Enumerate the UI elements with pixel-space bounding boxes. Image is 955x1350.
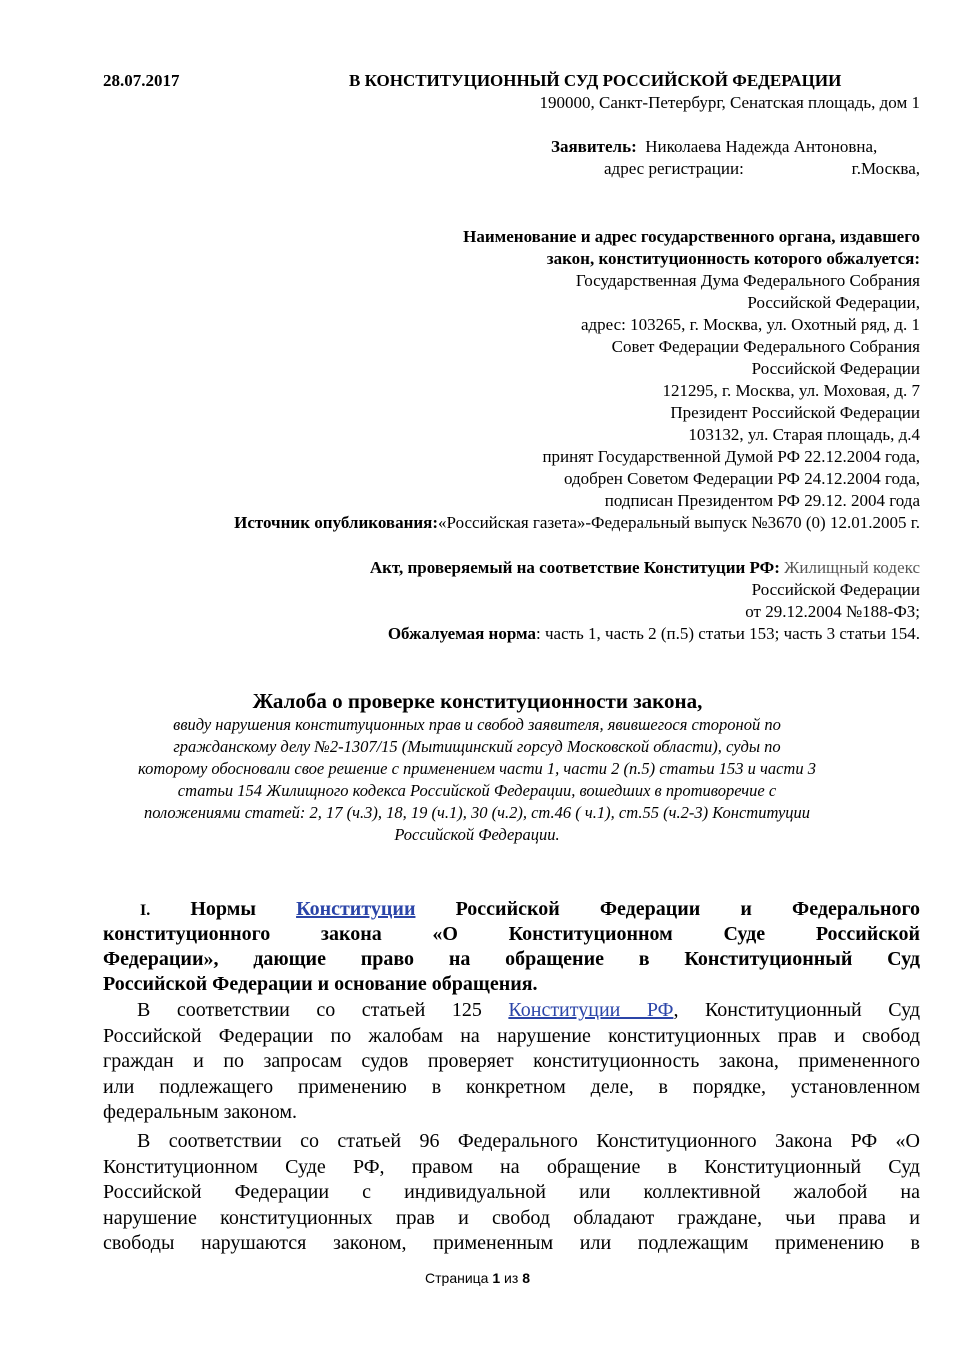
section-heading-rest: Российской Федерации и Федерального [455,898,921,920]
paragraph-line: граждан и по запросам судов проверяет конституционность закона, примененного [103,1050,920,1072]
applicant-reg-label: адрес регистрации: [604,159,744,178]
of-word: из [504,1270,519,1286]
applicant-line [551,136,877,158]
complaint-subtitle-line: статьи 154 Жилищного кодекса Российской Федерации, вошедших в противоречие с [177,781,777,800]
authority-line: 121295, г. Москва, ул. Моховая, д. 7 [662,381,920,400]
source-label: Источник опубликования: [234,513,439,532]
complaint-subtitle-line: гражданскому делу №2-1307/15 (Мытищинский горсуд Московской области), суды по [173,737,781,756]
norm-label: Обжалуемая норма [387,624,537,643]
constitution-link[interactable]: Конституции [296,898,416,920]
authority-line: адрес: 103265, г. Москва, ул. Охотный ряд, д. 1 [580,315,920,334]
constitution-rf-link[interactable]: Конституции РФ [508,999,674,1021]
authority-line: принят Государственной Думой РФ 22.12.2004 года, [542,447,920,466]
complaint-subtitle-line: положениями статей: 2, 17 (ч.3), 18, 19 (ч.1), 30 (ч.2), ст.46 ( ч.1), ст.55 (ч.2-3) Конституции [143,803,811,822]
p1-end: , Конституционный Суд [673,999,920,1021]
paragraph-line: нарушение конституционных прав и свобод обладают граждане, чьи права и [103,1207,920,1229]
applicant-reg-city: г.Москва, [851,159,920,178]
paragraph-line: Российской Федерации по жалобам на нарушение конституционных прав и свобод [103,1025,920,1047]
paragraph-line: В соответствии со статьей 96 Федерального Конституционного Закона РФ «О [137,1130,920,1152]
court-address: 190000, Санкт-Петербург, Сенатская площадь, дом 1 [539,93,920,112]
section-heading-line: Российской Федерации и основание обращения. [103,973,538,995]
document-date: 28.07.2017 [103,71,180,90]
act-label: Акт, проверяемый на соответствие Конституции РФ: [369,558,780,577]
paragraph-line: свободы нарушаются законом, примененным или подлежащим применению в [103,1232,920,1254]
contested-norm [388,623,920,645]
paragraph-line: Конституционном Суде РФ, правом на обращение в Конституционный Суд [103,1156,920,1178]
authority-line: подписан Президентом РФ 29.12. 2004 года [604,491,920,510]
paragraph-line: Российской Федерации с индивидуальной или коллективной жалобой на [103,1181,920,1203]
norm-value: : часть 1, часть 2 (п.5) статьи 153; часть 3 статьи 154. [536,624,920,643]
authority-heading-1: Наименование и адрес государственного органа, издавшего [463,227,920,246]
paragraph-line [137,998,920,1024]
authority-line: Совет Федерации Федерального Собрания [611,337,920,356]
page-footer [0,1270,955,1286]
paragraph-line: федеральным законом. [103,1101,298,1123]
act-value-2: Российской Федерации [751,580,920,599]
page-total: 8 [522,1270,530,1286]
publication-source [234,512,920,534]
complaint-subtitle-line: Российской Федерации. [394,825,560,844]
authority-line: Президент Российской Федерации [670,403,920,422]
act-value-3: от 29.12.2004 №188-ФЗ; [745,602,920,621]
authority-line: Государственная Дума Федерального Собрания [575,271,920,290]
section-heading-line: Федерации», дающие право на обращение в Конституционный Суд [103,948,920,970]
section-word-norms: Нормы [190,898,256,920]
page-number: 1 [492,1270,501,1286]
applicant-label: Заявитель: [551,137,637,156]
act-line [370,557,920,579]
complaint-title: Жалоба о проверке конституционности закона, [252,689,703,713]
authority-line: 103132, ул. Старая площадь, д.4 [688,425,920,444]
p1-start: В соответствии со статьей 125 [137,999,482,1021]
act-value: Жилищный кодекс [784,558,920,577]
addressee: В КОНСТИТУЦИОННЫЙ СУД РОССИЙСКОЙ ФЕДЕРАЦИИ [349,71,842,90]
source-value: «Российская газета»-Федеральный выпуск №3670 (0) 12.01.2005 г. [438,513,920,532]
authority-heading-2: закон, конституционность которого обжалуется: [546,249,920,268]
complaint-subtitle-line: которому обосновали свое решение с применением части 1, части 2 (п.5) статьи 153 и части 3 [138,759,816,778]
paragraph-line: или подлежащего применению в конкретном деле, в порядке, установленном [103,1076,920,1098]
complaint-subtitle-line: ввиду нарушения конституционных прав и свобод заявителя, явившегося стороной по [173,715,781,734]
authority-line: Российской Федерации, [747,293,920,312]
authority-line: Российской Федерации [751,359,920,378]
section-heading-line [140,897,920,923]
page-word: Страница [425,1270,489,1286]
authority-line: одобрен Советом Федерации РФ 24.12.2004 года, [563,469,920,488]
section-heading-line: конституционного закона «О Конституционном Суде Российской [103,923,920,945]
applicant-name: Николаева Надежда Антоновна, [645,137,878,156]
section-number: I. [140,902,151,919]
